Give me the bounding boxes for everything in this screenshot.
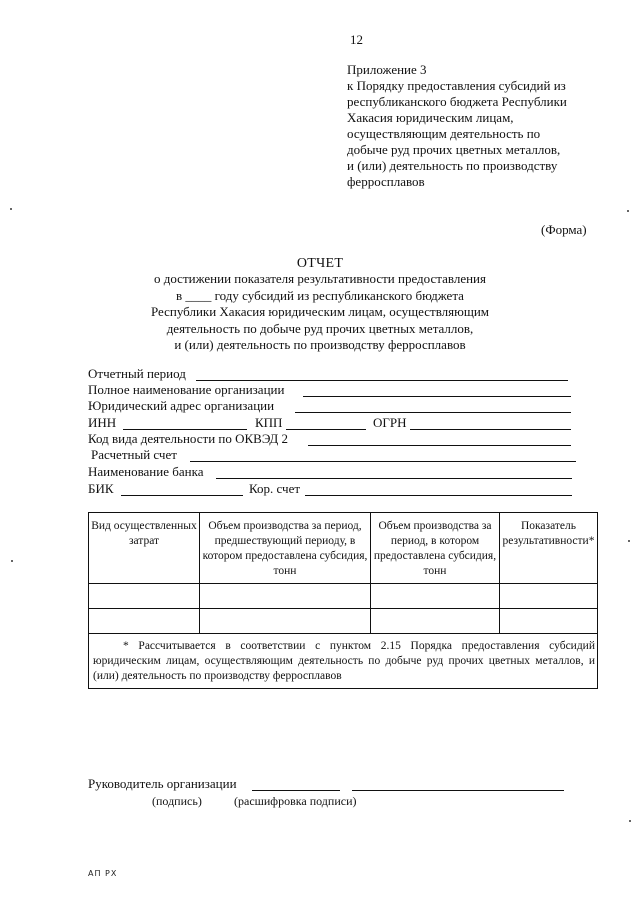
inn-label: ИНН <box>88 415 117 430</box>
report-title: ОТЧЕТ <box>296 256 344 271</box>
table-cell[interactable] <box>89 609 200 634</box>
page-number: 12 <box>350 32 363 47</box>
kpp-line[interactable] <box>286 429 366 430</box>
scan-mark <box>11 560 13 562</box>
kpp-label: КПП <box>255 415 283 430</box>
settlement-account-line[interactable] <box>190 461 576 462</box>
signature-decode-line[interactable] <box>352 790 564 791</box>
reporting-period-line[interactable] <box>196 380 568 381</box>
table-cell[interactable] <box>371 609 500 634</box>
table-cell[interactable] <box>200 584 371 609</box>
signature-caption: (подпись) <box>152 794 202 808</box>
column-header: Показатель результативности* <box>500 513 598 584</box>
settlement-account-label: Расчетный счет <box>91 447 177 462</box>
reporting-period-label: Отчетный период <box>88 366 186 381</box>
table-cell[interactable] <box>500 609 598 634</box>
appendix-line: осуществляющим деятельность по <box>347 126 541 141</box>
table-cell[interactable] <box>89 584 200 609</box>
appendix-line: республиканского бюджета Республики <box>347 94 567 109</box>
scan-mark <box>628 540 630 542</box>
footnote-cell <box>89 634 598 689</box>
legal-address-line[interactable] <box>295 412 571 413</box>
appendix-line: Хакасия юридическим лицам, <box>347 110 514 125</box>
corr-account-line[interactable] <box>305 495 572 496</box>
scan-mark <box>10 208 12 210</box>
footnote-text: * Рассчитывается в соответствии с пунктом 2.15 Порядка предоставления субсидий юридическим лицам, осуществляющим деятельность по добыче руд прочих цветных металлов, и (или) деятельность по производству ферросплавов <box>93 640 595 682</box>
bank-name-line[interactable] <box>216 478 572 479</box>
subtitle-line: Республики Хакасия юридическим лицам, осуществляющим <box>150 304 490 319</box>
okved-line[interactable] <box>308 445 571 446</box>
appendix-line: добыче руд прочих цветных металлов, <box>347 142 561 157</box>
signature-decode-caption: (расшифровка подписи) <box>234 794 357 808</box>
table-row <box>89 609 598 634</box>
appendix-line: ферросплавов <box>347 174 425 189</box>
bank-name-label: Наименование банка <box>88 464 204 479</box>
footnote-row <box>89 634 598 689</box>
table-cell[interactable] <box>200 609 371 634</box>
report-table <box>88 512 598 689</box>
okved-label: Код вида деятельности по ОКВЭД 2 <box>88 431 288 446</box>
column-header: Вид осуществленных затрат <box>89 513 200 584</box>
org-name-label: Полное наименование организации <box>88 382 285 397</box>
subtitle-line: и (или) деятельность по производству ферросплавов <box>174 337 466 352</box>
signature-line[interactable] <box>252 790 340 791</box>
subtitle-line: в ____ году субсидий из республиканского бюджета <box>176 287 464 303</box>
column-header: Объем производства за период, предшествующий периоду, в котором предоставлена субсидия, тонн <box>200 513 371 584</box>
org-name-line[interactable] <box>303 396 571 397</box>
table-cell[interactable] <box>500 584 598 609</box>
scan-mark <box>627 210 629 212</box>
director-label: Руководитель организации <box>88 776 237 791</box>
appendix-line: Приложение 3 <box>347 62 427 77</box>
subtitle-line: деятельность по добыче руд прочих цветных металлов, <box>166 320 474 336</box>
form-label: (Форма) <box>541 222 587 237</box>
column-header: Объем производства за период, в котором предоставлена субсидия, тонн <box>371 513 500 584</box>
appendix-header <box>347 62 597 190</box>
ogrn-line[interactable] <box>410 429 571 430</box>
report-subtitle <box>100 271 540 354</box>
bik-label: БИК <box>88 481 114 496</box>
corr-account-label: Кор. счет <box>249 481 301 496</box>
scan-mark <box>629 820 631 822</box>
ogrn-label: ОГРН <box>373 415 407 430</box>
inn-line[interactable] <box>123 429 247 430</box>
corner-stamp: АП РХ <box>88 869 118 878</box>
bik-line[interactable] <box>121 495 243 496</box>
appendix-line: к Порядку предоставления субсидий из <box>347 78 566 93</box>
appendix-line: и (или) деятельность по производству <box>347 158 558 173</box>
legal-address-label: Юридический адрес организации <box>88 398 275 413</box>
table-row <box>89 584 598 609</box>
subtitle-line: о достижении показателя результативности предоставления <box>153 271 486 286</box>
table-cell[interactable] <box>371 584 500 609</box>
table-header-row <box>89 513 598 584</box>
